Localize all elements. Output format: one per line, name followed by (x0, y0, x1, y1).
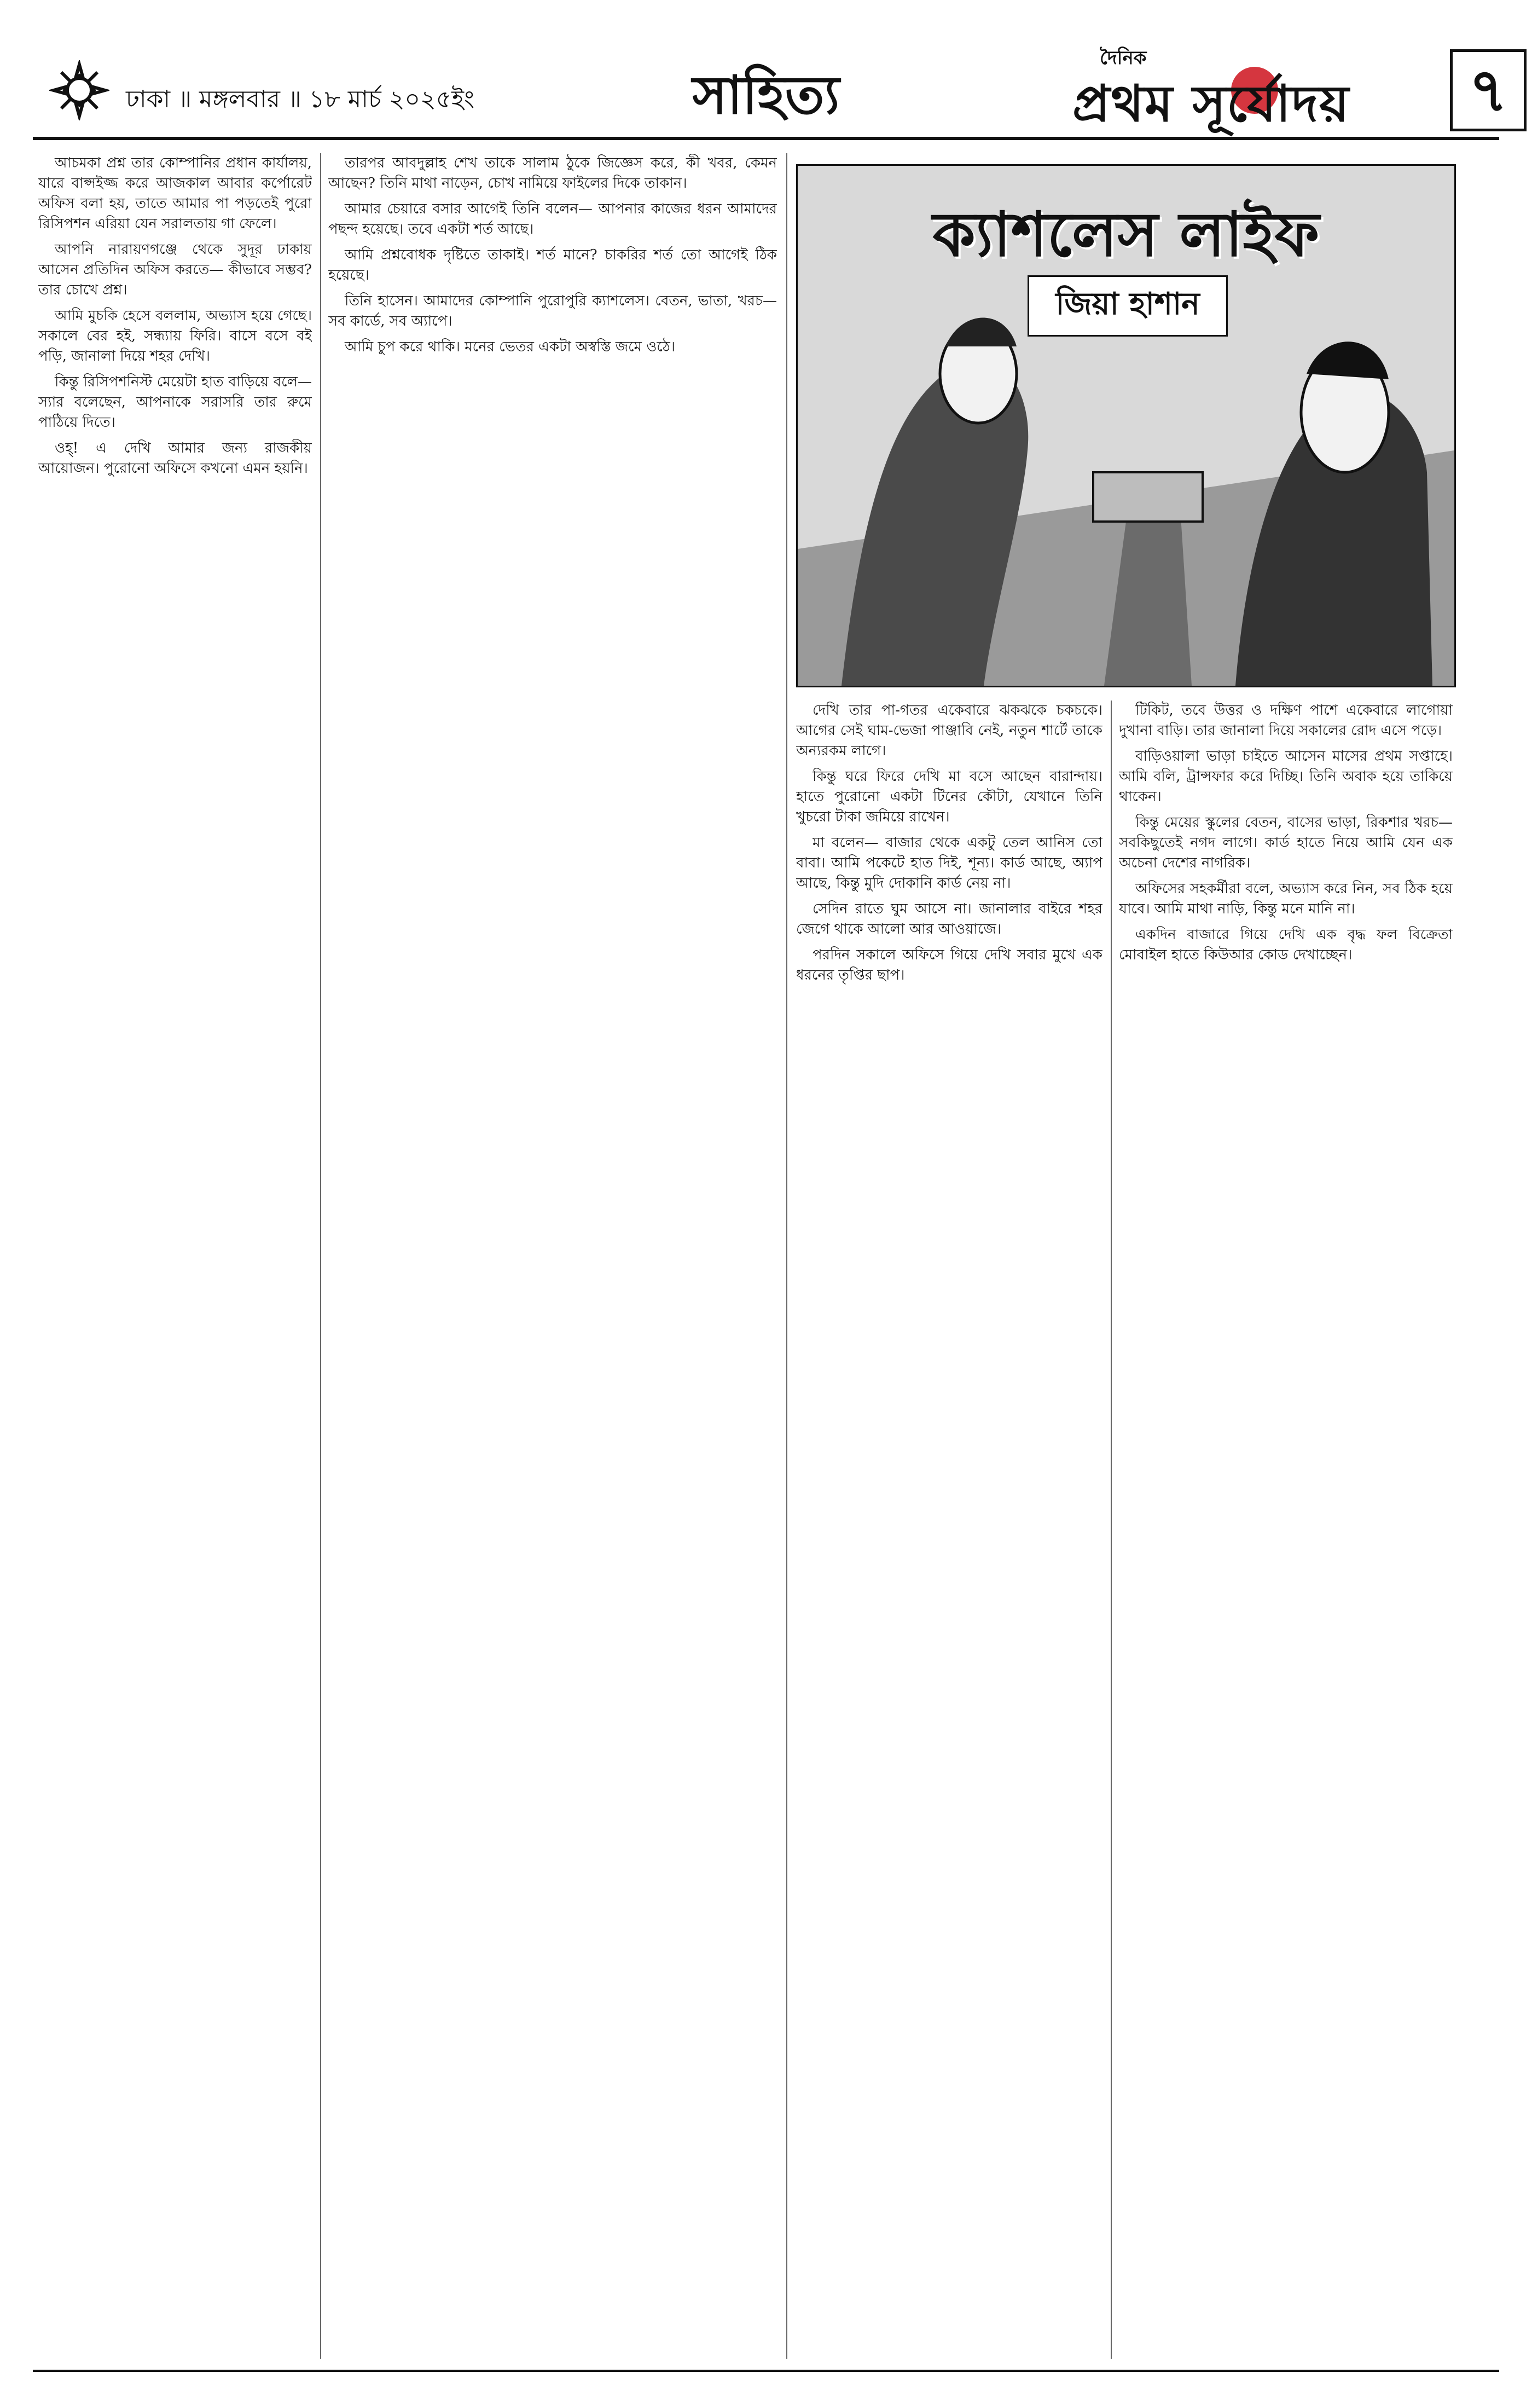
section-title: সাহিত্য (692, 64, 840, 126)
column-4 (1119, 701, 1453, 2359)
paragraph (1461, 803, 1499, 824)
bottom-rule (33, 2370, 1499, 2372)
ornament-icon (49, 60, 109, 120)
column-2 (328, 153, 777, 2359)
paragraph: আমি চুপ করে থাকি। মনের ভেতর একটা অস্বস্তি জমে ওঠে। (345, 339, 676, 355)
paragraph: পরদিন সকালে অফিসে গিয়ে দেখি সবার মুখে এক ধরনের তৃপ্তির ছাপ। (796, 947, 1102, 983)
paragraph: তিনি হাসেন। আমাদের কোম্পানি পুরোপুরি ক্যাশলেস। বেতন, ভাতা, খরচ— সব কার্ডে, সব অ্যাপে। (328, 293, 777, 329)
column-5 (1461, 701, 1499, 2359)
paragraph: আচমকা প্রশ্ন তার কোম্পানির প্রধান কার্যালয়, যারে বাপ্সইজ্জ করে আজকাল আবার কর্পোরেট অফিস বলা হয়, তাতে আমার পা পড়তেই পুরো রিসিপশন এরিয়া যেন সরালতায় গা ফেলে। (38, 155, 312, 232)
paragraph (1461, 829, 1499, 849)
paragraph: কিন্তু মেয়ের স্কুলের বেতন, বাসের ভাড়া, রিকশার খরচ— সবকিছুতেই নগদ লাগে। কার্ড হাতে নিয়ে আমি যেন এক অচেনা দেশের নাগরিক। (1119, 814, 1453, 871)
paragraph: বাড়িওয়ালা ভাড়া চাইতে আসেন মাসের প্রথম সপ্তাহে। আমি বলি, ট্রান্সফার করে দিচ্ছি। তিনি অবাক হয়ে তাকিয়ে থাকেন। (1119, 748, 1453, 805)
paragraph: কিন্তু রিসিপশনিস্ট মেয়েটা হাত বাড়িয়ে বলে— স্যার বলেছেন, আপনাকে সরাসরি তার রুমে পাঠিয়ে দিতে। (38, 374, 312, 431)
paragraph: একদিন বাজারে গিয়ে দেখি এক বৃদ্ধ ফল বিক্রেতা মোবাইল হাতে কিউআর কোড দেখাচ্ছেন। (1119, 927, 1453, 963)
paragraph: আমি মুচকি হেসে বললাম, অভ্যাস হয়ে গেছে। সকালে বের হই, সন্ধ্যায় ফিরি। বাসে বসে বই পড়ি, জানালা দিয়ে শহর দেখি। (38, 308, 312, 364)
paragraph: তারপর আবদুল্লাহ শেখ তাকে সালাম ঠুকে জিজ্ঞেস করে, কী খবর, কেমন আছেন? তিনি মাথা নাড়েন, চোখ নামিয়ে ফাইলের দিকে তাকান। (328, 155, 777, 192)
story-title: ক্যাশলেস লাইফ (932, 199, 1320, 270)
paragraph: দেখি তার পা-গতর একেবারে ঝকঝকে চকচকে। আগের সেই ঘাম-ভেজা পাঞ্জাবি নেই, নতুন শার্টে তাকে অন্যরকম লাগে। (796, 702, 1102, 759)
column-divider (1111, 701, 1112, 2359)
paragraph: কিন্তু ঘরে ফিরে দেখি মা বসে আছেন বারান্দায়। হাতে পুরোনো একটা টিনের কৌটা, যেখানে তিনি খুচরো টাকা জমিয়ে রাখেন। (796, 768, 1102, 825)
brand-main: প্রথম সূর্যোদয় (1072, 74, 1350, 133)
column-3 (796, 701, 1102, 2359)
dateline: ঢাকা ॥ মঙ্গলবার ॥ ১৮ মার্চ ২০২৫ইং (126, 85, 474, 113)
paragraph: অফিসের সহকর্মীরা বলে, অভ্যাস করে নিন, সব ঠিক হয়ে যাবে। আমি মাথা নাড়ি, কিন্তু মনে মানি না। (1119, 881, 1453, 917)
newspaper-logo (1061, 38, 1434, 131)
paragraph: ওহ্‌! এ দেখি আমার জন্য রাজকীয় আয়োজন। পুরোনো অফিসে কখনো এমন হয়নি। (38, 440, 312, 477)
paragraph (1461, 726, 1499, 746)
paragraph: সেদিন রাতে ঘুম আসে না। জানালার বাইরে শহর জেগে থাকে আলো আর আওয়াজে। (796, 901, 1102, 937)
paragraph: আমার চেয়ারে বসার আগেই তিনি বলেন— আপনার কাজের ধরন আমাদের পছন্দ হয়েছে। তবে একটা শর্ত আছে। (328, 201, 777, 238)
paragraph: টিকিট, তবে উত্তর ও দক্ষিণ পাশে একেবারে লাগোয়া দুখানা বাড়ি। তার জানালা দিয়ে সকালের রোদ এসে পড়ে। (1119, 702, 1453, 739)
page-number: ৭ (1450, 49, 1527, 131)
paragraph: আমি প্রশ্নবোধক দৃষ্টিতে তাকাই। শর্ত মানে? চাকরির শর্ত তো আগেই ঠিক হয়েছে। (328, 247, 777, 283)
paragraph: আপনি নারায়ণগঞ্জে থেকে সুদূর ঢাকায় আসেন প্রতিদিন অফিস করতে— কীভাবে সম্ভব? তার চোখে প্রশ্ন। (38, 241, 312, 298)
story-illustration (796, 164, 1456, 687)
column-1 (38, 153, 312, 2359)
paragraph (1461, 752, 1499, 772)
column-divider (320, 153, 321, 2359)
paragraph (1461, 778, 1499, 798)
story-author: জিয়া হাশান (1028, 275, 1228, 337)
column-divider (786, 153, 787, 2359)
masthead (33, 22, 1508, 140)
paragraph (1461, 701, 1499, 721)
paragraph: মা বলেন— বাজার থেকে একটু তেল আনিস তো বাবা। আমি পকেটে হাত দিই, শূন্য। কার্ড আছে, অ্যাপ আছে, কিন্তু মুদি দোকানি কার্ড নেয় না। (796, 835, 1102, 892)
brand-small: দৈনিক (1100, 47, 1147, 69)
